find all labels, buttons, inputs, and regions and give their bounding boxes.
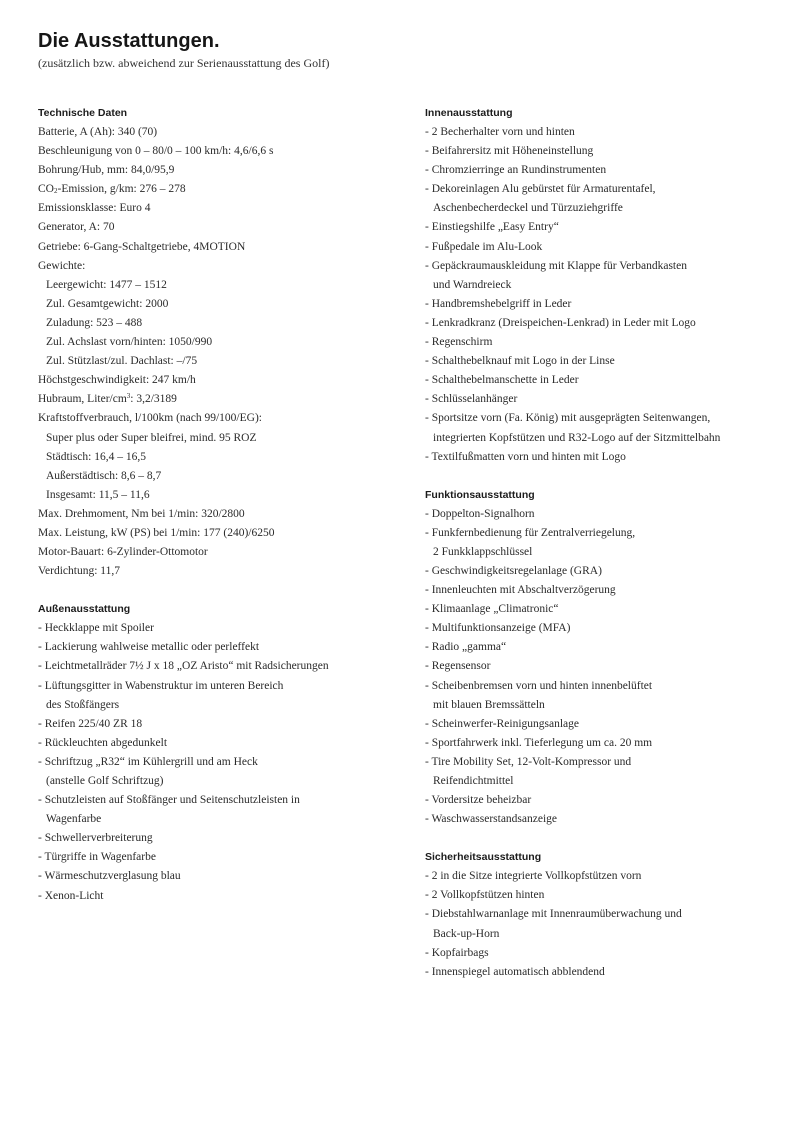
list-item: Batterie, A (Ah): 340 (70) [38, 126, 158, 138]
list-item: - Schutzleisten auf Stoßfänger und Seitenschutzleisten in [38, 794, 300, 807]
list-item: - Sportsitze vorn (Fa. König) mit ausgeprägten Seitenwangen, [425, 412, 711, 425]
list-item: Zul. Stützlast/zul. Dachlast: –/75 [46, 355, 198, 368]
list-item: Bohrung/Hub, mm: 84,0/95,9 [38, 164, 175, 177]
section-aussenausstattung [38, 600, 398, 905]
list-item: - Funkfernbedienung für Zentralverriegelung, [425, 526, 636, 539]
section-heading: Innenausstattung [425, 107, 513, 119]
feature-list [425, 867, 785, 982]
list-item [38, 180, 398, 199]
list-item: - Doppelton-Signalhorn [425, 507, 535, 520]
list-item-continuation: Wagenfarbe [46, 813, 102, 826]
subscript: 2 [53, 187, 58, 196]
list-item: - 2 in die Sitze integrierte Vollkopfstützen vorn [425, 870, 642, 883]
row-text: : 3,2/3189 [130, 393, 177, 406]
list-item [38, 390, 398, 409]
row-text: CO [38, 183, 54, 196]
list-item: - Fußpedale im Alu-Look [425, 240, 543, 253]
section-innenausstattung [425, 104, 785, 467]
list-item: - Lüftungsgitter in Wabenstruktur im unteren Bereich [38, 679, 284, 692]
list-item: - Xenon-Licht [38, 889, 104, 902]
list-item: Verdichtung: 11,7 [38, 565, 120, 578]
list-item: Zuladung: 523 – 488 [46, 316, 143, 329]
list-item-continuation: 2 Funkklappschlüssel [433, 545, 533, 558]
section-heading: Funktionsausstattung [425, 488, 535, 501]
list-item-continuation: mit blauen Bremssätteln [433, 698, 545, 711]
left-column [38, 104, 398, 925]
list-item: Insgesamt: 11,5 – 11,6 [46, 488, 150, 501]
list-item: Kraftstoffverbrauch, l/100km (nach 99/100/EG): [38, 412, 262, 425]
list-item: Zul. Achslast vorn/hinten: 1050/990 [46, 336, 213, 349]
list-item: - Diebstahlwarnanlage mit Innenraumüberwachung und [425, 908, 682, 921]
list-item: Zul. Gesamtgewicht: 2000 [46, 297, 169, 310]
feature-list [425, 123, 785, 467]
list-item: Max. Drehmoment, Nm bei 1/min: 320/2800 [38, 507, 245, 520]
list-item: - Lenkradkranz (Dreispeichen-Lenkrad) in Leder mit Logo [425, 316, 696, 329]
section-sicherheitsausstattung [425, 848, 785, 982]
list-item: - Scheinwerfer-Reinigungsanlage [425, 717, 580, 730]
spec-list [38, 123, 398, 581]
list-item: - Reifen 225/40 ZR 18 [38, 717, 143, 730]
list-item: - Waschwasserstandsanzeige [425, 813, 558, 826]
list-item-continuation: und Warndreieck [433, 278, 512, 291]
list-item-continuation: Back-up-Horn [433, 927, 500, 940]
list-item-continuation: (anstelle Golf Schriftzug) [46, 775, 164, 787]
list-item: - Einstiegshilfe „Easy Entry“ [425, 221, 559, 234]
list-item: Städtisch: 16,4 – 16,5 [46, 450, 146, 463]
list-item: - Schalthebelmanschette in Leder [425, 374, 579, 387]
feature-list [425, 505, 785, 830]
list-item: - Regensensor [425, 660, 491, 673]
list-item: - Rückleuchten abgedunkelt [38, 736, 168, 749]
list-item: Außerstädtisch: 8,6 – 8,7 [46, 469, 162, 482]
section-heading: Technische Daten [38, 107, 128, 119]
list-item: - Multifunktionsanzeige (MFA) [425, 622, 571, 635]
list-item: - Innenleuchten mit Abschaltverzögerung [425, 584, 616, 597]
list-item: Leergewicht: 1477 – 1512 [46, 278, 167, 291]
list-item: - Schlüsselanhänger [425, 393, 518, 406]
list-item: - Klimaanlage „Climatronic“ [425, 603, 559, 616]
page-subtitle: (zusätzlich bzw. abweichend zur Serienausstattung des Golf) [38, 56, 330, 70]
list-item: Getriebe: 6-Gang-Schaltgetriebe, 4MOTION [38, 240, 246, 253]
section-funktionsausstattung [425, 486, 785, 830]
page-title: Die Ausstattungen. [38, 30, 220, 52]
right-column [425, 104, 785, 1001]
list-item: - Textilfußmatten vorn und hinten mit Logo [425, 450, 626, 463]
list-item: - Regenschirm [425, 336, 493, 349]
list-item: - Heckklappe mit Spoiler [38, 622, 154, 635]
list-item: - Schalthebelknauf mit Logo in der Linse [425, 355, 615, 368]
list-item: - Radio „gamma“ [425, 641, 507, 654]
list-item: Super plus oder Super bleifrei, mind. 95 ROZ [46, 431, 257, 444]
list-item: - Kopfairbags [425, 946, 489, 959]
row-text: Hubraum, Liter/cm [38, 393, 127, 406]
feature-list [38, 619, 398, 905]
list-item: - Türgriffe in Wagenfarbe [38, 851, 156, 864]
list-item: - Chromzierringe an Rundinstrumenten [425, 164, 607, 177]
list-item: - Scheibenbremsen vorn und hinten innenbelüftet [425, 679, 653, 692]
list-item: - Vordersitze beheizbar [425, 794, 532, 807]
list-item: Max. Leistung, kW (PS) bei 1/min: 177 (240)/6250 [38, 526, 275, 539]
list-item: - Beifahrersitz mit Höheneinstellung [425, 145, 594, 158]
list-item-continuation: Aschenbecherdeckel und Türzuziehgriffe [433, 202, 623, 215]
list-item: Höchstgeschwindigkeit: 247 km/h [38, 374, 196, 387]
list-item: - Geschwindigkeitsregelanlage (GRA) [425, 564, 602, 577]
section-technische-daten [38, 104, 398, 581]
list-item-continuation: des Stoßfängers [46, 698, 120, 711]
list-item: - Tire Mobility Set, 12-Volt-Kompressor und [425, 755, 632, 768]
list-item: - Handbremshebelgriff in Leder [425, 297, 572, 310]
list-item: - Dekoreinlagen Alu gebürstet für Armaturentafel, [425, 183, 656, 196]
list-item-continuation: Reifendichtmittel [433, 775, 514, 787]
list-item: - Lackierung wahlweise metallic oder perleffekt [38, 641, 260, 654]
list-item: - 2 Becherhalter vorn und hinten [425, 126, 575, 138]
list-item: - Leichtmetallräder 7½ J x 18 „OZ Aristo“ mit Radsicherungen [38, 660, 329, 673]
list-item: Generator, A: 70 [38, 221, 115, 234]
list-item: - Wärmeschutzverglasung blau [38, 870, 181, 883]
list-item: Motor-Bauart: 6-Zylinder-Ottomotor [38, 546, 208, 559]
section-heading: Außenausstattung [38, 603, 131, 616]
list-item: - Sportfahrwerk inkl. Tieferlegung um ca. 20 mm [425, 736, 653, 749]
list-item: - 2 Vollkopfstützen hinten [425, 889, 545, 902]
list-item: - Schriftzug „R32“ im Kühlergrill und am Heck [38, 755, 258, 768]
list-item-continuation: integrierten Kopfstützen und R32-Logo auf der Sitzmittelbahn [433, 431, 721, 444]
list-item: Emissionsklasse: Euro 4 [38, 202, 151, 215]
row-text: -Emission, g/km: 276 – 278 [57, 183, 186, 196]
list-item: - Gepäckraumauskleidung mit Klappe für Verbandkasten [425, 259, 687, 272]
superscript: 3 [126, 392, 131, 401]
list-item: Gewichte: [38, 259, 86, 272]
section-heading: Sicherheitsausstattung [425, 851, 542, 864]
list-item: Beschleunigung von 0 – 80/0 – 100 km/h: 4,6/6,6 s [38, 145, 274, 158]
list-item: - Innenspiegel automatisch abblendend [425, 965, 605, 978]
list-item: - Schwellerverbreiterung [38, 832, 153, 845]
